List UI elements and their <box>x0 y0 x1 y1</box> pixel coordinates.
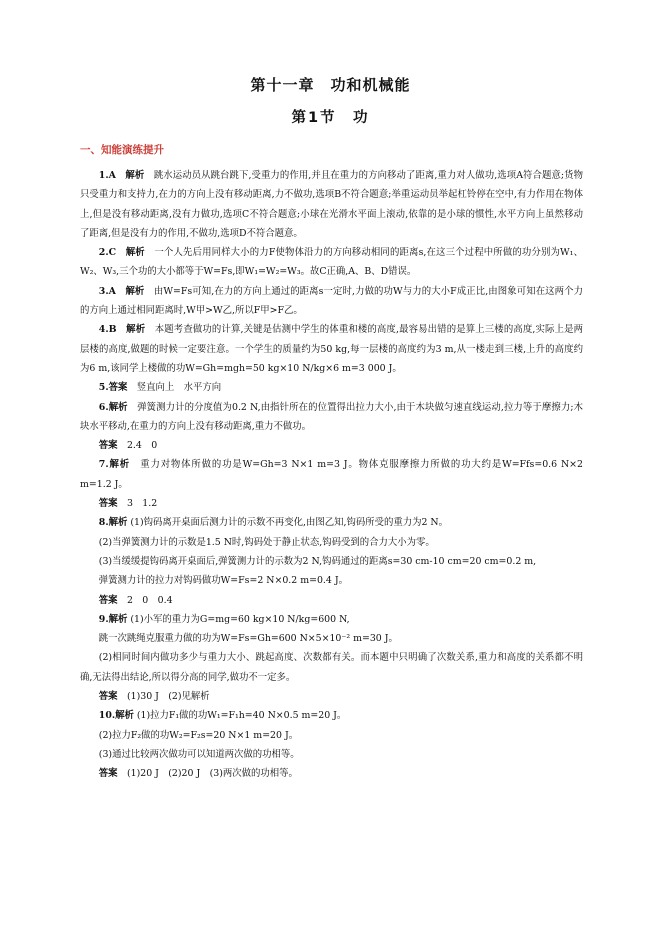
item-10-answer: 答案 (1)20 J (2)20 J (3)两次做的功相等。 <box>98 768 298 780</box>
item-5-answer: 5.答案 竖直向上 水平方向 <box>98 382 222 394</box>
item-8-line-1: 8.解析 (1)钩码离开桌面后测力计的示数不再变化,由图乙知,钩码所受的重力为2 N。 <box>98 517 448 529</box>
item-8-line-4: 弹簧测力计的拉力对钩码做功W=Fs=2 N×0.2 m=0.4 J。 <box>98 575 348 587</box>
section-title: 第1节 功 <box>291 110 370 126</box>
item-1: 1.A 解析 跳水运动员从跳台跳下,受重力的作用,并且在重力的方向移动了距离,重力对人做功,选项A符合题意;货物只受重力和支持力,在力的方向上没有移动距离,力不做功,选项B不符合题意;举重运动员举起杠铃停在空中,有力作用在物体上,但是没有移动距离,没有力做功,选项C不符合题意;小球在光滑水平面上滚动,依靠的是小球的惯性,水平方向上虽然移动了距离,但是没有力的作用,不做功,选项D不符合题意。 <box>80 170 583 239</box>
item-6: 6.解析 弹簧测力计的分度值为0.2 N,由指针所在的位置得出拉力大小,由于木块做匀速直线运动,拉力等于摩擦力;木块水平移动,在重力的方向上没有移动距离,重力不做功。 <box>80 401 583 432</box>
item-10-line-1: 10.解析 (1)拉力F₁做的功W₁=F₁h=40 N×0.5 m=20 J。 <box>98 710 347 722</box>
item-4: 4.B 解析 本题考查做功的计算,关键是估测中学生的体重和楼的高度,最容易出错的是算上三楼的高度,实际上是两层楼的高度,做题的时候一定要注意。一个学生的质量约为50 kg,每一层楼的高度约为3 m,从一楼走到三楼,上升的高度约为6 m,该同学上楼做的功W=Gh=mgh=50 kg×10 N/kg×6 m=3 000 J。 <box>80 324 583 374</box>
item-2: 2.C 解析 一个人先后用同样大小的力F使物体沿力的方向移动相同的距离s,在这三个过程中所做的功分别为W₁、W₂、W₃,三个功的大小都等于W=Fs,即W₁=W₂=W₃。故C正确,A、B、D错误。 <box>80 247 583 278</box>
item-7: 7.解析 重力对物体所做的功是W=Gh=3 N×1 m=3 J。物体克服摩擦力所做的功大约是W=Ffs=0.6 N×2 m=1.2 J。 <box>80 459 583 490</box>
practice-heading: 一、知能演练提升 <box>80 144 164 156</box>
item-9-line-2: 跳一次跳绳克服重力做的功为W=Fs=Gh=600 N×5×10⁻² m=30 J。 <box>98 633 398 645</box>
item-6-answer: 答案 2.4 0 <box>98 440 158 452</box>
item-3: 3.A 解析 由W=Fs可知,在力的方向上通过的距离s一定时,力做的功W与力的大小F成正比,由图象可知在这两个力的方向上通过相同距离时,W甲>W乙,所以F甲>F乙。 <box>80 285 584 317</box>
item-10-line-2: (2)拉力F₂做的功W₂=F₂s=20 N×1 m=20 J。 <box>98 729 299 741</box>
item-8-line-3: (3)当缓缓提钩码离开桌面后,弹簧测力计的示数为2 N,钩码通过的距离s=30 cm-10 cm=20 cm=0.2 m, <box>98 555 537 567</box>
item-10-line-3: (3)通过比较两次做功可以知道两次做的功相等。 <box>98 748 300 760</box>
item-9-line-3: (2)相同时间内做功多少与重力大小、跳起高度、次数都有关。而本题中只明确了次数关系,重力和高度的关系都不明确,无法得出结论,所以得分高的同学,做功不一定多。 <box>80 652 583 683</box>
chapter-title: 第十一章 功和机械能 <box>250 76 411 94</box>
answer-body <box>80 166 583 784</box>
item-8-line-2: (2)当弹簧测力计的示数是1.5 N时,钩码处于静止状态,钩码受到的合力大小为零。 <box>98 536 435 548</box>
item-9-line-1: 9.解析 (1)小军的重力为G=mg=60 kg×10 N/kg=600 N, <box>98 613 350 625</box>
item-9-answer: 答案 (1)30 J (2)见解析 <box>98 691 210 703</box>
item-7-answer: 答案 3 1.2 <box>98 498 158 510</box>
item-8-answer: 答案 2 0 0.4 <box>98 594 173 606</box>
